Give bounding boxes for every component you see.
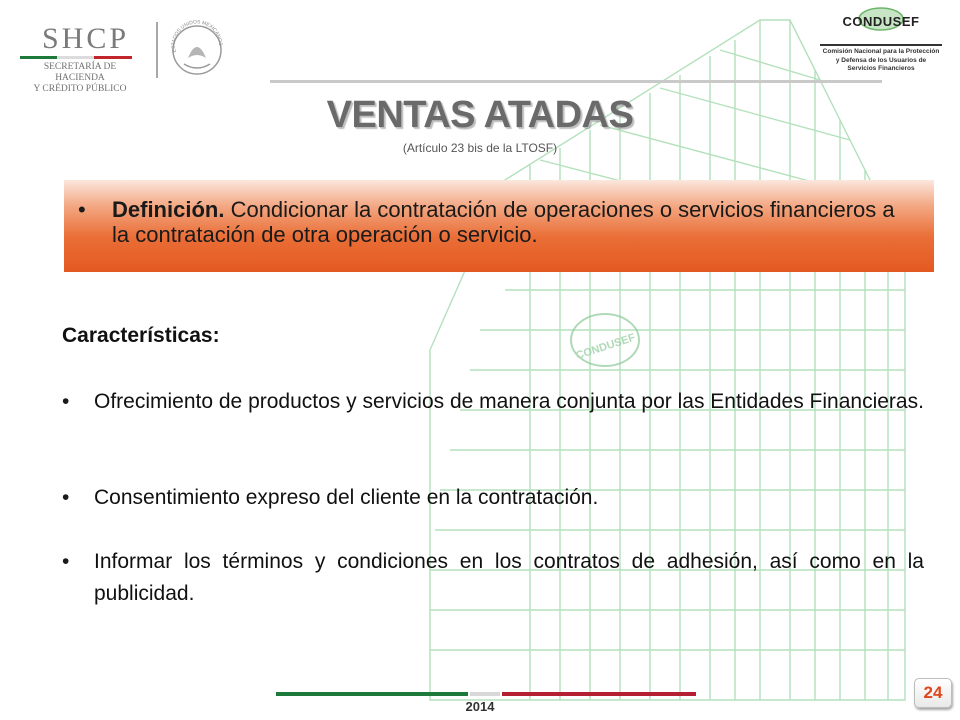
page-number-badge: 24: [914, 678, 952, 708]
characteristics-heading: Características:: [62, 324, 220, 347]
definition-body: Condicionar la contratación de operaciones o servicios financieros a la contratación de otra operación o servicio.: [112, 197, 895, 247]
footer-red-line: [502, 692, 696, 696]
footer-white-line: [470, 692, 500, 696]
characteristic-bullet: •: [62, 486, 70, 509]
condusef-desc-line1: Comisión Nacional para la Protección: [822, 48, 940, 55]
shcp-subtitle-line1: SECRETARÍA DE HACIENDA: [43, 62, 117, 83]
coat-of-arms-icon: [168, 18, 226, 80]
definition-label: Definición.: [112, 197, 225, 222]
slide-title: VENTAS ATADAS: [326, 94, 634, 136]
logo-divider: [156, 22, 158, 78]
footer-green-line: [276, 692, 468, 696]
characteristic-item-2: Consentimiento expreso del cliente en la contratación.: [94, 486, 599, 509]
condusef-description: [814, 48, 948, 74]
slide-subtitle: (Artículo 23 bis de la LTOSF): [402, 141, 558, 155]
condusef-logo: [812, 4, 950, 90]
characteristic-bullet: •: [62, 390, 70, 413]
shcp-logo: [8, 8, 228, 94]
condusef-rule: [820, 44, 942, 46]
shcp-subtitle-line2: Y CRÉDITO PÚBLICO: [33, 84, 127, 94]
shcp-subtitle: [24, 62, 136, 95]
footer-year: 2014: [465, 699, 495, 714]
characteristic-item-3: Informar los términos y condiciones en los contratos de adhesión, así como en la publicidad.: [94, 550, 924, 605]
facade-logo-text: CONDUSEF: [574, 331, 637, 363]
definition-bullet: •: [78, 197, 86, 222]
condusef-desc-line2: y Defensa de los Usuarios de: [835, 56, 927, 64]
header-divider: [270, 80, 882, 83]
characteristic-item-1: Ofrecimiento de productos y servicios de manera conjunta por las Entidades Financieras.: [94, 390, 924, 413]
shcp-wordmark: SHCP: [42, 22, 130, 55]
condusef-wordmark: CONDUSEF: [842, 14, 920, 29]
definition-text: [112, 197, 912, 247]
condusef-desc-line3: Servicios Financieros: [847, 65, 915, 72]
coat-of-arms-text: ESTADOS UNIDOS MEXICANOS: [170, 19, 224, 53]
flag-stripe: [20, 56, 132, 59]
characteristic-bullet: •: [62, 550, 70, 573]
